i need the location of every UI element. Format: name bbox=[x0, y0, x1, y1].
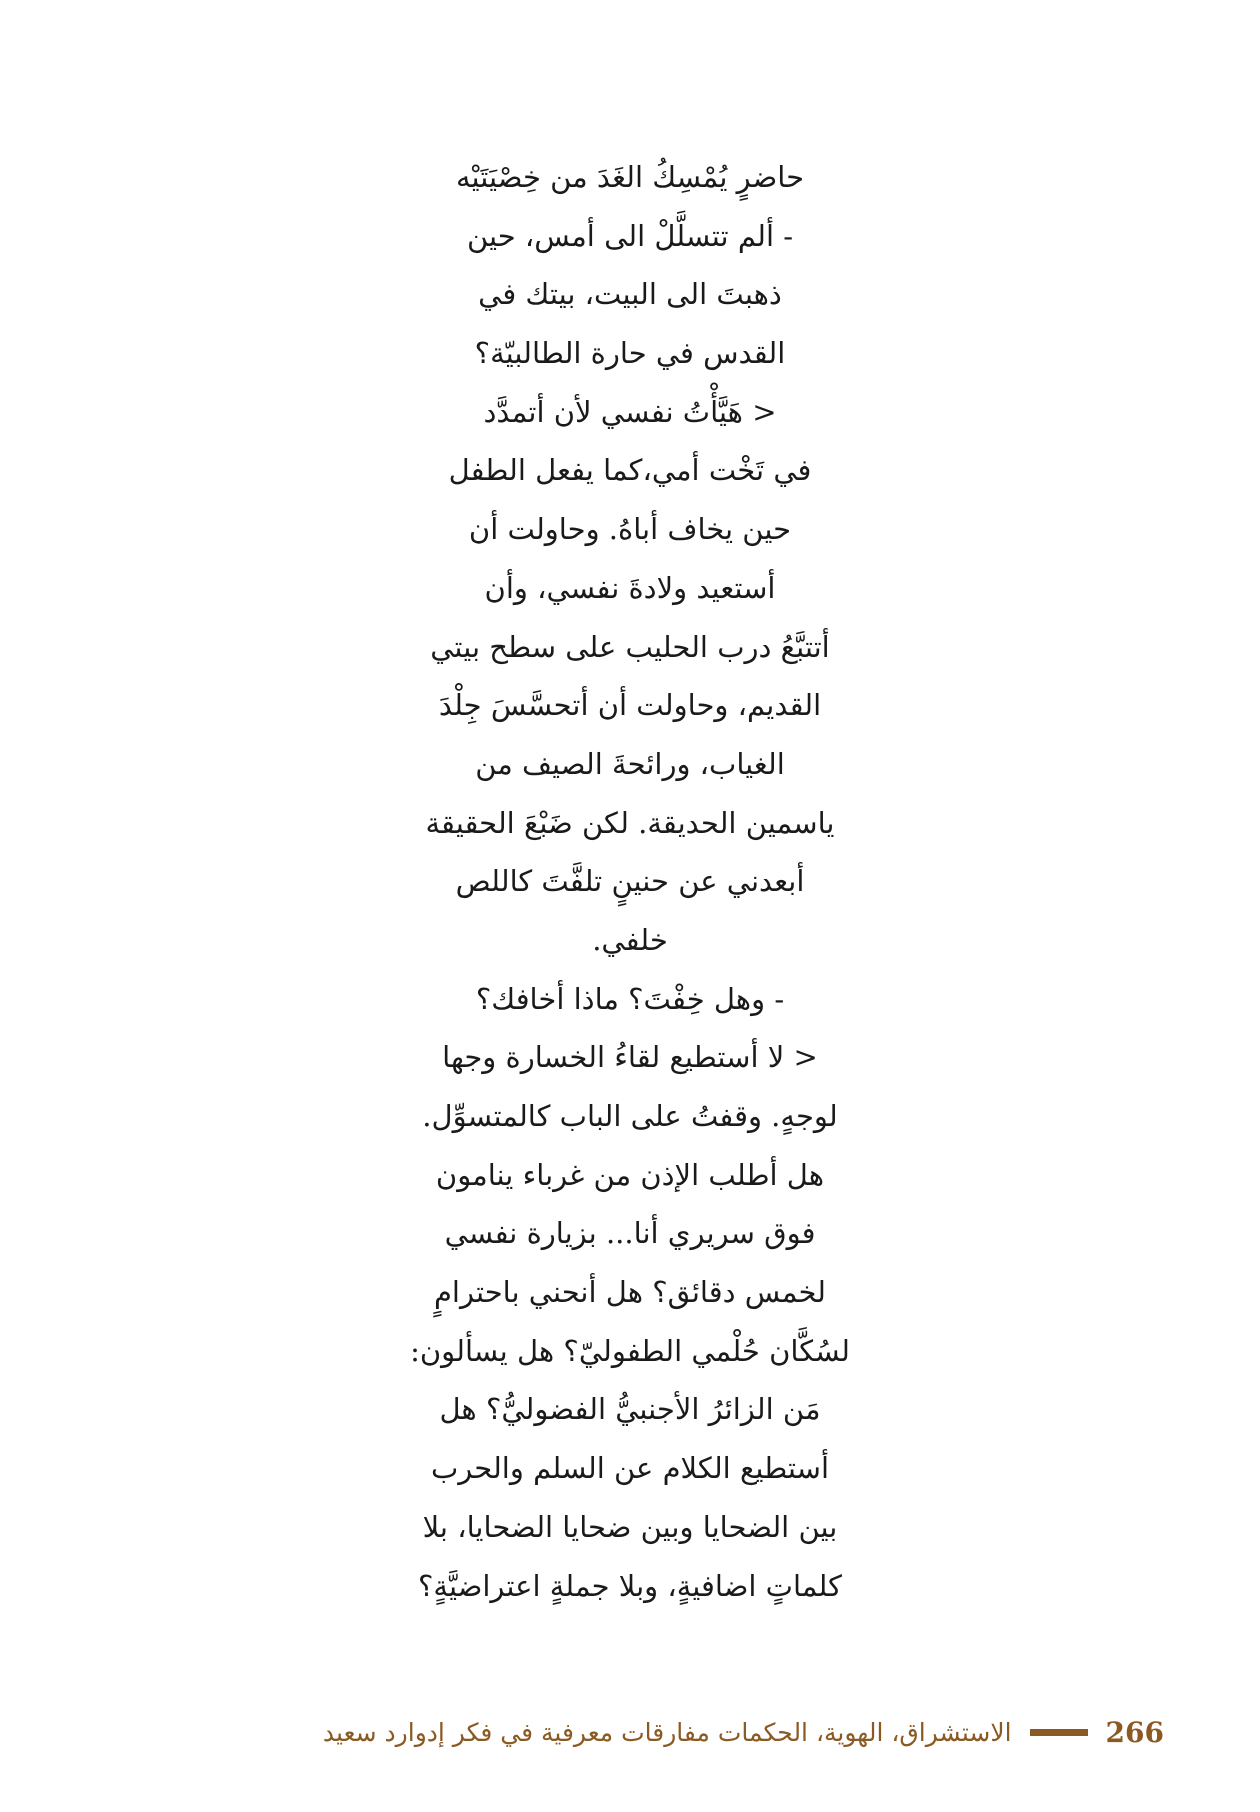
poem-line: لوجهٍ. وقفتُ على الباب كالمتسوِّل. bbox=[422, 1099, 838, 1133]
poem-line: خلفي. bbox=[592, 922, 668, 957]
poem-line: فوق سريري أنا... بزيارة نفسي bbox=[444, 1216, 816, 1251]
poem-line: لسُكَّان حُلْمي الطفوليّ؟ هل يسألون: bbox=[410, 1333, 850, 1368]
footer-divider bbox=[1030, 1729, 1088, 1736]
page-number: 266 bbox=[1105, 1715, 1164, 1749]
poem-line: أستطيع الكلام عن السلم والحرب bbox=[430, 1451, 830, 1486]
poem-line: الغياب، ورائحةَ الصيف من bbox=[475, 746, 785, 781]
poem-line: مَن الزائرُ الأجنبيُّ الفضوليُّ؟ هل bbox=[439, 1392, 821, 1427]
running-head: الاستشراق، الهوية، الحكمات مفارقات معرفية في فكر إدوارد سعيد bbox=[322, 1717, 1012, 1747]
poem-line: في تَخْت أمي،كما يفعل الطفل bbox=[448, 453, 812, 488]
poem-line: أستعيد ولادةَ نفسي، وأن bbox=[484, 570, 776, 605]
poem-line: أتتبَّعُ درب الحليب على سطح بيتي bbox=[430, 629, 830, 664]
poem-line: القديم، وحاولت أن أتحسَّسَ جِلْدَ bbox=[438, 688, 822, 723]
poem-text bbox=[0, 148, 1260, 1615]
poem-line: كلماتٍ اضافيةٍ، وبلا جملةٍ اعتراضيَّةٍ؟ bbox=[418, 1568, 842, 1603]
poem-line: ياسمين الحديقة. لكن ضَبْعَ الحقيقة bbox=[425, 805, 835, 840]
poem-line: حاضرٍ يُمْسِكُ الغَدَ من خِصْيَتَيْه bbox=[456, 160, 804, 194]
poem-line: < لا أستطيع لقاءُ الخسارة وجها bbox=[442, 1040, 818, 1075]
poem-line: لخمس دقائق؟ هل أنحني باحترامٍ bbox=[433, 1275, 827, 1310]
poem-line: هل أطلب الإذن من غرباء ينامون bbox=[435, 1157, 825, 1192]
poem-line: - وهل خِفْتَ؟ ماذا أخافك؟ bbox=[475, 981, 785, 1016]
poem-line: ذهبتَ الى البيت، بيتك في bbox=[478, 277, 782, 312]
poem-line: أبعدني عن حنينٍ تلفَّتَ كاللص bbox=[455, 864, 805, 899]
poem-line: بين الضحايا وبين ضحايا الضحايا، بلا bbox=[422, 1509, 838, 1544]
poem-line: - ألم تتسلَّلْ الى أمس، حين bbox=[466, 218, 794, 253]
poem-line: القدس في حارة الطالبيّة؟ bbox=[474, 336, 786, 371]
poem-line: حين يخاف أباهُ. وحاولت أن bbox=[468, 512, 792, 547]
poem-line: < هَيَّأْتُ نفسي لأن أتمدَّد bbox=[483, 394, 777, 429]
page-footer bbox=[0, 1712, 1164, 1752]
